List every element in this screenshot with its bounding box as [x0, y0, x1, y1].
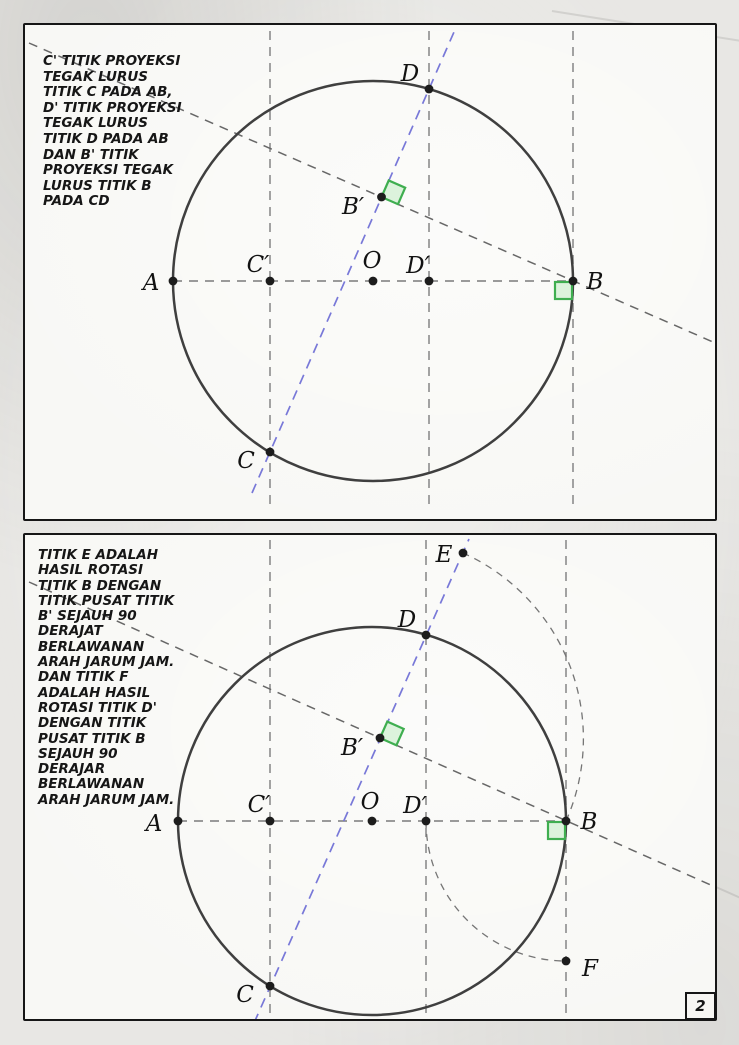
point-E [459, 549, 468, 558]
caption-line: TITIK E ADALAH [38, 547, 158, 563]
caption-line: TITIK D PADA AB [43, 130, 169, 147]
right-angle-marker [555, 282, 572, 299]
caption-panel-1 [43, 54, 182, 210]
point-label-Cp: C′ [247, 792, 271, 818]
point-label-F: F [582, 956, 598, 982]
paper-mark-bottom-right [716, 886, 739, 900]
chord-line-CD [254, 539, 469, 1019]
caption-line: B' SEJAUH 90 [38, 608, 137, 625]
caption-line: ARAH JARUM JAM. [38, 791, 175, 808]
caption-line: TITIK C PADA AB, [43, 84, 173, 101]
point-label-E: E [435, 542, 453, 568]
caption-line: ADALAH HASIL [38, 684, 151, 701]
point-O [369, 277, 378, 286]
point-label-A: A [145, 811, 163, 837]
point-C [266, 448, 275, 457]
caption-line: PADA CD [43, 193, 110, 210]
caption-line: DERAJAT [38, 623, 103, 640]
page-number-text: 2 [695, 997, 706, 1015]
point-label-Dp: D′ [406, 253, 430, 279]
caption-line: HASIL ROTASI [38, 562, 144, 579]
caption-line: BERLAWANAN [38, 638, 145, 655]
caption-line: BERLAWANAN [38, 776, 145, 793]
caption-line: ARAH JARUM JAM. [38, 654, 175, 671]
caption-line: DAN B' TITIK [43, 146, 139, 163]
point-label-B: B [586, 269, 604, 295]
caption-line: TEGAK LURUS [43, 115, 149, 132]
right-angle-marker [382, 181, 406, 205]
page-number-badge [685, 992, 716, 1020]
point-B [569, 277, 578, 286]
point-F [562, 957, 571, 966]
point-D [425, 85, 434, 94]
point-A [169, 277, 178, 286]
caption-line: DENGAN TITIK [38, 715, 147, 732]
caption-line: ROTASI TITIK D' [38, 699, 157, 716]
caption-line: TEGAK LURUS [43, 68, 149, 85]
caption-line: TITIK PUSAT TITIK [38, 592, 175, 609]
caption-panel-2 [38, 548, 174, 808]
point-A [174, 817, 183, 826]
point-B [562, 817, 571, 826]
point-label-D: D [400, 61, 420, 87]
caption-line: PROYEKSI TEGAK [43, 162, 174, 179]
caption-line: SEJAUH 90 [38, 745, 118, 762]
comic-panel-1 [23, 23, 717, 521]
point-Bp [377, 193, 386, 202]
point-label-O: O [360, 789, 380, 815]
point-label-Bp: B′ [340, 735, 364, 761]
point-D [422, 631, 431, 640]
point-label-O: O [362, 248, 382, 274]
point-Bp [376, 734, 385, 743]
rotation-arc [426, 821, 566, 961]
point-label-C: C [236, 982, 254, 1008]
point-O [368, 817, 377, 826]
point-label-C: C [237, 448, 255, 474]
point-label-B: B [580, 809, 598, 835]
point-label-Dp: D′ [403, 793, 427, 819]
point-label-Bp: B′ [341, 194, 365, 220]
caption-line: C' TITIK PROYEKSI [43, 53, 181, 69]
caption-line: DAN TITIK F [38, 669, 129, 686]
point-C [266, 982, 275, 991]
right-angle-marker [380, 722, 404, 746]
comic-panel-2 [23, 533, 717, 1021]
right-angle-marker [548, 822, 565, 839]
caption-line: TITIK B DENGAN [38, 577, 162, 594]
point-label-Cp: C′ [246, 252, 270, 278]
caption-line: D' TITIK PROYEKSI [43, 99, 182, 116]
caption-line: DERAJAR [38, 761, 106, 778]
caption-line: LURUS TITIK B [43, 177, 152, 194]
point-label-A: A [142, 270, 160, 296]
caption-line: PUSAT TITIK B [38, 730, 146, 747]
point-label-D: D [397, 607, 417, 633]
